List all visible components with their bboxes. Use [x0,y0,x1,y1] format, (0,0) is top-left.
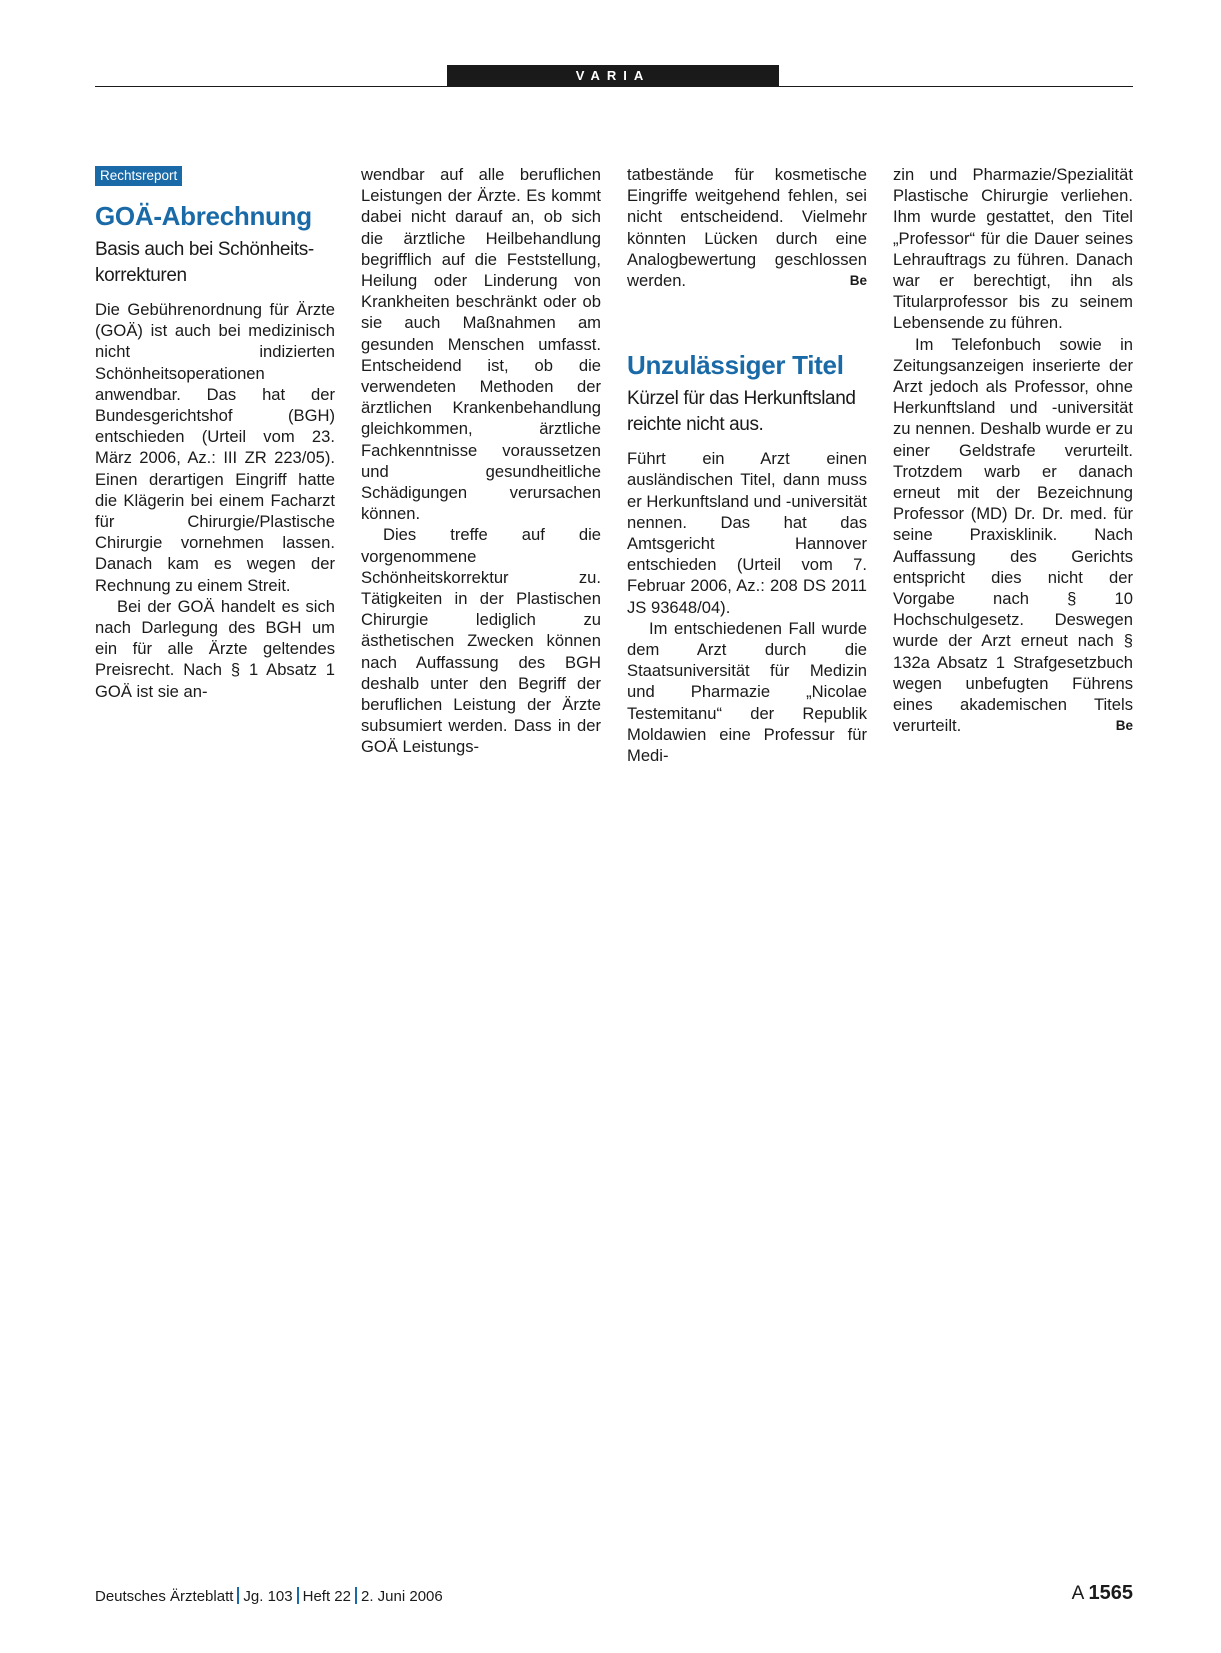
paragraph: wendbar auf alle beruflichen Leistungen der Ärzte. Es kommt dabei nicht darauf an, ob sich die ärztliche Heilbehandlung begrifflich auf die Feststellung, Heilung oder Linderung von Krankheiten beschränkt oder ob sie auch Maßnahmen am gesunden Menschen umfasst. Entscheidend ist, ob die verwendeten Methoden der ärztlichen Krankenbehandlung gleichkommen, ärztliche Fachkenntnisse voraussetzen und gesundheitliche Schädigungen verursachen können. [361,165,601,524]
article-subtitle: Kürzel für das Herkunftsland reichte nicht aus. [627,388,856,436]
issue-date: 2. Juni 2006 [361,1588,443,1605]
page-footer [95,1587,443,1605]
article-title: GOÄ-Abrechnung [95,201,312,231]
issue: Heft 22 [302,1588,351,1605]
page-number [1072,1582,1133,1605]
paragraph: Im entschiedenen Fall wurde dem Arzt durch die Staatsuniversität für Medizin und Pharmazie „Nicolae Testemitanu“ der Republik Moldawien eine Professur für Medi- [627,618,867,766]
rubric-tag: Rechtsreport [95,166,182,186]
header-rule [95,86,1133,87]
paragraph: Bei der GOÄ handelt es sich nach Darlegung des BGH um ein für alle Ärzte geltendes Preisrecht. Nach § 1 Absatz 1 GOÄ ist sie an- [95,596,335,701]
column-1 [95,164,335,702]
author-signature: Be [849,273,867,289]
footer-separator [297,1587,299,1604]
journal-name: Deutsches Ärzteblatt [95,1588,234,1605]
paragraph-text: tatbestände für kosmetische Eingriffe weitgehend fehlen, sei nicht entscheidend. Vielmehr könnten Lücken durch eine Analogbewertung geschlossen werden. [627,165,867,291]
paragraph [627,164,867,291]
column-2 [361,164,601,758]
paragraph [893,334,1133,737]
paragraph: Dies treffe auf die vorgenommene Schönheitskorrektur zu. Tätigkeiten in der Plastischen Chirurgie lediglich zu ästhetischen Zwecken können nach Auffassung des BGH deshalb unter den Begriff der beruflichen Leistung der Ärzte subsumiert werden. Dass in der GOÄ Leistungs- [361,525,601,757]
volume: Jg. 103 [243,1588,293,1605]
paragraph: Führt ein Arzt einen ausländischen Titel, dann muss er Herkunftsland und -universität nennen. Das hat das Amtsgericht Hannover entschieden (Urteil vom 7. Februar 2006, Az.: 208 DS 2011 JS 93648/04). [627,449,867,617]
author-signature: Be [1115,718,1133,734]
article-subtitle: Basis auch bei Schönheits- korrekturen [95,239,314,286]
column-3 [627,164,867,766]
paragraph: Die Gebührenordnung für Ärzte (GOÄ) ist auch bei medizinisch nicht indizierten Schönheitsoperationen anwendbar. Das hat der Bundesgerichtshof (BGH) entschieden (Urteil vom 23. März 2006, Az.: III ZR 223/05). Einen derartigen Eingriff hatte die Klägerin bei einem Facharzt für Chirurgie/Plastische Chirurgie vornehmen lassen. Danach kam es wegen der Rechnung zu einem Streit. [95,300,335,595]
column-4 [893,164,1133,736]
section-label: VARIA [447,65,779,86]
article-title: Unzulässiger Titel [627,350,844,381]
page-number-value: 1565 [1088,1582,1133,1604]
page-prefix: A [1071,1583,1084,1604]
paragraph: zin und Pharmazie/Spezialität Plastische Chirurgie verliehen. Ihm wurde gestattet, den Titel „Professor“ für die Dauer seines Lehrauftrags zu führen. Danach war er berechtigt, ihn als Titularprofessor bis zu seinem Lebensende zu führen. [893,165,1133,333]
footer-separator [237,1587,239,1604]
paragraph-text: Im Telefonbuch sowie in Zeitungsanzeigen inserierte der Arzt jedoch als Professor, ohne Herkunftsland und -universität zu nennen. Deshalb wurde er zu einer Geldstrafe verurteilt. Trotzdem warb er danach erneut mit der Bezeichnung Professor (MD) Dr. Dr. med. für seine Praxisklinik. Nach Auffassung des Gerichts entspricht dies nicht der Vorgabe nach § 10 Hochschulgesetz. Deswegen wurde der Arzt erneut nach § 132a Absatz 1 Strafgesetzbuch wegen unbefugten Führens eines akademischen Titels verurteilt. [893,334,1133,736]
footer-separator [355,1587,357,1604]
